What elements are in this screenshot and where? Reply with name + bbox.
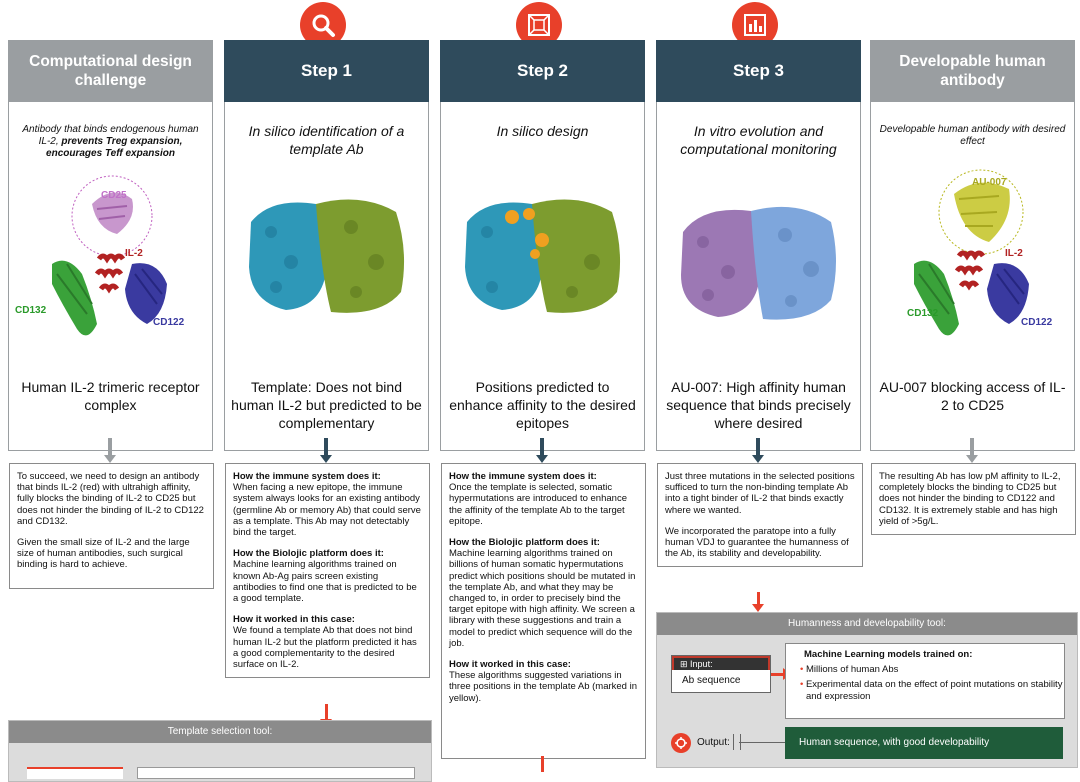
description-box-step3: Just three mutations in the selected positions sufficed to turn the non-binding template Ab into a tight binder of IL-2 that binds exactly where we wanted. We incorporated the paratope into a fully human VDJ to guarantee the humanness of the Ab, its stability and developability. xyxy=(657,463,863,567)
card-caption: Human IL-2 trimeric receptor complex xyxy=(21,379,200,413)
card-subtitle: Antibody that binds endogenous human IL-2, prevents Treg expansion, encourages Teff expansion xyxy=(22,124,199,159)
card-step3 xyxy=(656,102,861,451)
models-item: • Millions of human Abs xyxy=(800,664,899,675)
column-header-step3: Step 3 xyxy=(656,40,861,102)
arrow-head xyxy=(752,455,764,463)
column-header-step2: Step 2 xyxy=(440,40,645,102)
card-caption: Positions predicted to enhance affinity to the desired epitopes xyxy=(449,379,636,431)
input-value: Ab sequence xyxy=(682,675,741,686)
card-developable xyxy=(870,102,1075,451)
arrow-head xyxy=(536,455,548,463)
output-value-box: Human sequence, with good developability xyxy=(785,727,1063,759)
red-arrow xyxy=(541,756,544,772)
card-caption: AU-007: High affinity human sequence that binds precisely where desired xyxy=(666,379,851,431)
input-box xyxy=(671,655,771,693)
cd25-label: CD25 xyxy=(101,190,127,201)
cd132-label: CD132 xyxy=(907,308,939,319)
header-text: Computational design challenge xyxy=(29,53,192,89)
cd132-label: CD132 xyxy=(15,305,47,316)
output-connector xyxy=(739,742,785,743)
column-header-developable: Developable human antibody xyxy=(870,40,1075,102)
template-antibody-image xyxy=(241,192,411,322)
description-box-step1: How the immune system does it: When facing a new epitope, the immune system always looks for an existing antibody (germline Ab or memory Ab) that could serve as a template. This Ab may not detectably bind the target. How the Biolojic platform does it: Machine learning algorithms trained on known Ab-Ag pairs screen existing antibodies to find one that is predicted to be a good template. How it worked in this case: We found a template Ab that does not bind human IL-2 but the platform predicted it has a good complementarity to the desired surface on IL-2. xyxy=(225,463,430,678)
il2-label: IL-2 xyxy=(125,248,143,259)
arrow-head xyxy=(320,455,332,463)
designed-antibody-image xyxy=(457,192,627,322)
tool-title: Template selection tool: xyxy=(9,721,431,743)
models-title: Machine Learning models trained on: xyxy=(804,649,973,660)
il2-label: IL-2 xyxy=(1005,248,1023,259)
column-header-step1: Step 1 xyxy=(224,40,429,102)
cd122-label: CD122 xyxy=(1021,317,1053,328)
red-arrow-head xyxy=(752,604,764,612)
tool-title: Humanness and developability tool: xyxy=(657,613,1077,635)
description-box-developable: The resulting Ab has low pM affinity to IL-2, completely blocks the binding to CD25 but does not hinder the binding to CD122 and CD132. It is extremely stable and has high yield of >5g/L. xyxy=(871,463,1076,535)
card-subtitle: In vitro evolution and computational monitoring xyxy=(680,123,837,157)
card-step1 xyxy=(224,102,429,451)
input-header: ⊞ Input: xyxy=(672,656,770,670)
card-caption: AU-007 blocking access of IL-2 to CD25 xyxy=(879,379,1066,413)
description-box-challenge: To succeed, we need to design an antibody that binds IL-2 (red) with ultrahigh affinity, fully blocks the binding of IL-2 to CD25 but does not hinder the binding of IL-2 to CD122 and CD132. Given the small size of IL-2 and the large size of human antibodies, such surgical binding is hard to achieve. xyxy=(9,463,214,589)
card-step2 xyxy=(440,102,645,451)
column-header-challenge xyxy=(8,40,213,102)
au007-label: AU-007 xyxy=(972,177,1007,188)
output-icon xyxy=(671,733,691,753)
models-box xyxy=(785,643,1065,719)
humanness-developability-tool xyxy=(656,612,1078,768)
card-subtitle: Developable human antibody with desired effect xyxy=(879,124,1066,147)
card-subtitle: In silico identification of a template Ab xyxy=(248,123,405,157)
input-icon: ⊞ xyxy=(680,659,691,669)
tool-output-box xyxy=(137,767,415,779)
card-caption: Template: Does not bind human IL-2 but predicted to be complementary xyxy=(231,379,422,431)
models-item: • Experimental data on the effect of point mutations on stability and expression xyxy=(800,679,1063,702)
au007-antibody-image xyxy=(673,197,843,327)
template-selection-tool xyxy=(8,720,432,782)
arrow-head xyxy=(966,455,978,463)
card-subtitle: In silico design xyxy=(496,123,589,139)
tool-input-box xyxy=(27,767,123,779)
cd122-label: CD122 xyxy=(153,317,185,328)
description-box-step2: How the immune system does it: Once the template is selected, somatic hypermutations are introduced to enhance the affinity of the template Ab to the target epitope. How the Biolojic platform does it: Machine learning algorithms trained on billions of human somatic hypermutations predict which positions should be mutated in the template Ab, and what they may be changed to, in order to precisely bind the target epitope with high affinity. We screen a library with these suggestions and train a model to predict which sequence will do the job. How it worked in this case: These algorithms suggested variations in three positions in the template Ab (marked in yellow). xyxy=(441,463,646,759)
output-label: Output: xyxy=(697,737,730,748)
card-challenge xyxy=(8,102,213,451)
arrow-head xyxy=(104,455,116,463)
